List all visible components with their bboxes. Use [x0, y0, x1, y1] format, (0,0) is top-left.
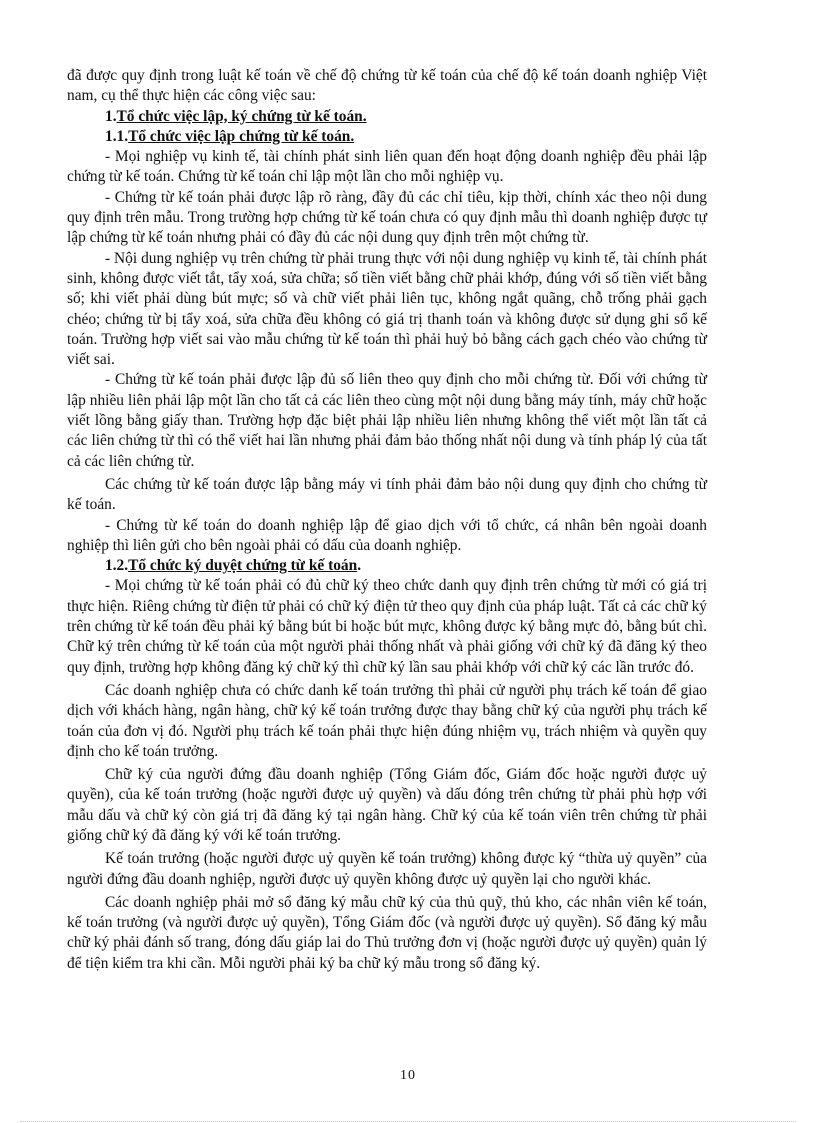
document-page: [67, 66, 707, 974]
paragraph: - Chứng từ kế toán phải được lập đủ số liên theo quy định cho mỗi chứng từ. Đối với chứng từ lập nhiều liên phải lập một lần cho tất cả các liên theo cùng một nội dung bằng máy tính, máy chữ hoặc viết lồng bằng giấy than. Trường hợp đặc biệt phải lập nhiều liên nhưng không thể viết một lần tất cả các liên chứng từ thì có thể viết hai lần nhưng phải đảm bảo thống nhất nội dung và tính pháp lý của tất cả các liên chứng từ.: [67, 371, 707, 470]
section-1-number: 1.: [105, 107, 117, 125]
paragraph: Kế toán trưởng (hoặc người được uỷ quyền kế toán trưởng) không được ký “thừa uỷ quyền” của người đứng đầu doanh nghiệp, người được uỷ quyền không được uỷ quyền lại cho người khác.: [67, 850, 707, 888]
section-1-2-title-suffix: .: [357, 557, 362, 575]
section-1-1-number: 1.1.: [105, 127, 129, 145]
page-number: 10: [400, 1068, 416, 1083]
section-1-2-number: 1.2.: [105, 557, 129, 575]
section-1-1-title: Tổ chức việc lập chứng từ kế toán.: [128, 127, 355, 145]
section-1-title: Tổ chức việc lập, ký chứng từ kế toán.: [116, 107, 367, 125]
paragraph: - Nội dung nghiệp vụ trên chứng từ phải trung thực với nội dung nghiệp vụ kinh tế, tài chính phát sinh, không được viết tắt, tẩy xoá, sửa chữa; số tiền viết bằng chữ phải khớp, đúng với số tiền viết bằng số; khi viết phải dùng bút mực; số và chữ viết phải liên tục, không ngắt quãng, chỗ trống phải gạch chéo; chứng từ bị tẩy xoá, sửa chữa đều không có giá trị thanh toán và không được sử dụng ghi sổ kế toán. Trường hợp viết sai vào mẫu chứng từ kế toán thì phải huỷ bỏ bằng cách gạch chéo vào chứng từ viết sai.: [67, 249, 707, 369]
paragraph: Chữ ký của người đứng đầu doanh nghiệp (Tổng Giám đốc, Giám đốc hoặc người được uỷ quyền), của kế toán trưởng (hoặc người được uỷ quyền) và dấu đóng trên chứng từ phải phù hợp với mẫu dấu và chữ ký còn giá trị đã đăng ký tại ngân hàng. Chữ ký của kế toán viên trên chứng từ phải giống chữ ký đã đăng ký với kế toán trưởng.: [67, 766, 707, 844]
paragraph: Các chứng từ kế toán được lập bằng máy vi tính phải đảm bảo nội dung quy định cho chứng từ kế toán.: [67, 475, 707, 514]
paragraph: - Chứng từ kế toán phải được lập rõ ràng, đầy đủ các chỉ tiêu, kịp thời, chính xác theo nội dung quy định trên mẫu. Trong trường hợp chứng từ kế toán chưa có quy định mẫu thì doanh nghiệp được tự lập chứng từ kế toán nhưng phải có đầy đủ các nội dung quy định trên một chứng từ.: [67, 188, 707, 247]
intro-paragraph: đã được quy định trong luật kế toán về chế độ chứng từ kế toán của chế độ kế toán doanh nghiệp Việt nam, cụ thể thực hiện các công việc sau:: [67, 67, 707, 105]
page-bottom-divider: [20, 1121, 796, 1122]
paragraph: Các doanh nghiệp phải mở sổ đăng ký mẫu chữ ký của thủ quỹ, thủ kho, các nhân viên kế toán, kế toán trưởng (và người được uỷ quyền), Tổng Giám đốc (và người được uỷ quyền). Sổ đăng ký mẫu chữ ký phải đánh số trang, đóng dấu giáp lai do Thủ trưởng đơn vị (hoặc người được uỷ quyền) quản lý để tiện kiểm tra khi cần. Mỗi người phải ký ba chữ ký mẫu trong sổ đăng ký.: [67, 893, 707, 972]
section-1-heading: [67, 107, 707, 127]
section-1-1-heading: [67, 127, 707, 147]
paragraph: - Mọi nghiệp vụ kinh tế, tài chính phát sinh liên quan đến hoạt động doanh nghiệp đều phải lập chứng từ kế toán. Chứng từ kế toán chỉ lập một lần cho mỗi nghiệp vụ.: [67, 148, 707, 186]
section-1-2-heading: [67, 556, 707, 576]
paragraph: Các doanh nghiệp chưa có chức danh kế toán trưởng thì phải cử người phụ trách kế toán để giao dịch với khách hàng, ngân hàng, chữ ký kế toán trưởng được thay bằng chữ ký của người phụ trách kế toán của đơn vị đó. Người phụ trách kế toán phải thực hiện đúng nhiệm vụ, trách nhiệm và quyền quy định cho kế toán trưởng.: [67, 681, 707, 760]
section-1-2-title: Tổ chức ký duyệt chứng từ kế toán: [128, 557, 358, 575]
paragraph: - Mọi chứng từ kế toán phải có đủ chữ ký theo chức danh quy định trên chứng từ mới có giá trị thực hiện. Riêng chứng từ điện tử phải có chữ ký điện tử theo quy định của pháp luật. Tất cả các chữ ký trên chứng từ kế toán đều phải ký bằng bút bi hoặc bút mực, không được ký bằng mực đỏ, bằng bút chì. Chữ ký trên chứng từ kế toán của một người phải thống nhất và phải giống với chữ ký đã đăng ký theo quy định, trường hợp không đăng ký chữ ký thì chữ ký lần sau phải khớp với chữ ký các lần trước đó.: [67, 577, 707, 676]
paragraph: - Chứng từ kế toán do doanh nghiệp lập để giao dịch với tổ chức, cá nhân bên ngoài doanh nghiệp thì liên gửi cho bên ngoài phải có dấu của doanh nghiệp.: [67, 516, 707, 554]
